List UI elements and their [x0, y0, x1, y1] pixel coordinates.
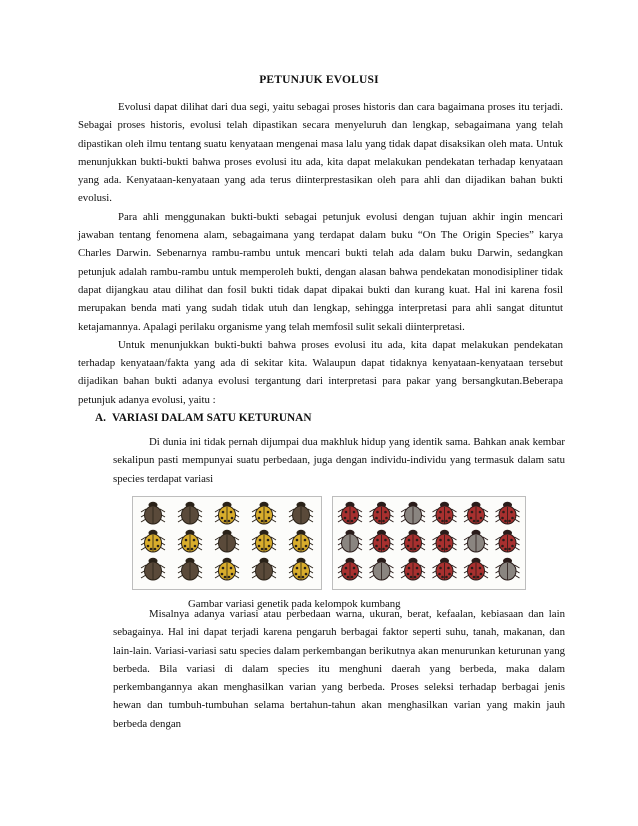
beetle-image-right — [333, 497, 525, 589]
beetle-icon — [401, 530, 425, 552]
paragraph-1: Evolusi dapat dilihat dari dua segi, yaitu sebagai proses historis dan cara bagaimana proses itu terjadi. Sebagai proses historis, evolusi telah dipastikan secara menyeluruh dan lengkap, sebagaimana yang telah dipastikan oleh ilmu tentang suatu kenyataan mengenai masa lalu yang tidak dapat disaksikan oleh mata. Untuk menunjukkan bukti-bukti bahwa proses evolusi itu ada, kita dapat melakukan pendekatan terhadap kenyataan yang ada. Kenyataan-kenyataan yang ada terus diinterprestasikan oleh para ahli dan dijadikan bahan bukti evolusi. — [78, 101, 563, 205]
beetle-icon — [433, 530, 457, 552]
beetle-icon — [141, 558, 165, 580]
beetle-icon — [401, 502, 425, 524]
beetle-icon — [252, 558, 276, 580]
beetle-icon — [370, 530, 394, 552]
beetle-icon — [496, 558, 520, 580]
beetle-icon — [464, 502, 488, 524]
beetle-icon — [464, 558, 488, 580]
beetle-panel-left — [132, 496, 322, 590]
section-letter: A. — [95, 412, 106, 424]
section-intro — [113, 433, 565, 488]
beetle-icon — [289, 530, 313, 552]
section-intro-paragraph: Di dunia ini tidak pernah dijumpai dua makhluk hidup yang identik sama. Bahkan anak kembar sekalipun pasti mempunyai suatu perbedaan, juga dengan individu-individu yang termasuk dalam satu species terdapat variasi — [113, 436, 565, 485]
beetle-icon — [178, 502, 202, 524]
beetle-icon — [141, 502, 165, 524]
beetle-icon — [496, 502, 520, 524]
beetle-image-left — [133, 497, 321, 589]
beetle-icon — [289, 558, 313, 580]
beetle-icon — [338, 502, 362, 524]
section-body — [113, 605, 565, 733]
beetle-panel-right — [332, 496, 526, 590]
section-title: VARIASI DALAM SATU KETURUNAN — [112, 412, 312, 424]
section-heading — [95, 412, 312, 424]
beetle-icon — [215, 558, 239, 580]
beetle-icon — [252, 530, 276, 552]
section-paragraph: Misalnya adanya variasi atau perbedaan warna, ukuran, berat, kefaalan, kebiasaan dan lain sebagainya. Hal ini dapat terjadi karena pengaruh berbagai faktor seperti suhu, tanah, makanan, dan lain-lain. Variasi-variasi satu species dalam perkembangan berikutnya akan menurunkan keturunan yang berbeda. Bila variasi di dalam species itu menghuni daerah yang berbeda, maka dalam perkembangannya akan menghasilkan varian yang berbeda. Proses seleksi terhadap berbagai jenis hewan dan tumbuh-tumbuhan selama bertahun-tahun akan menghasilkan varian yang makin jauh berbeda dengan — [113, 608, 565, 730]
beetle-icon — [464, 530, 488, 552]
beetle-icon — [141, 530, 165, 552]
figure-caption: Gambar variasi genetik pada kelompok kumbang — [188, 598, 401, 610]
beetle-icon — [401, 558, 425, 580]
beetle-icon — [370, 558, 394, 580]
beetle-icon — [370, 502, 394, 524]
beetle-icon — [178, 558, 202, 580]
beetle-icon — [433, 502, 457, 524]
page-title: PETUNJUK EVOLUSI — [259, 74, 379, 86]
beetle-icon — [496, 530, 520, 552]
intro-text — [78, 98, 563, 409]
beetle-icon — [289, 502, 313, 524]
beetle-icon — [178, 530, 202, 552]
beetle-icon — [215, 530, 239, 552]
paragraph-3: Untuk menunjukkan bukti-bukti bahwa proses evolusi itu ada, kita dapat melakukan pendekatan terhadap kenyataan/fakta yang ada di sekitar kita. Walaupun dapat tidaknya kenyataan-kenyataan tersebut dijadikan bahan bukti adanya evolusi tergantung dari interpretasi para pakar yang bersangkutan.Beberapa petunjuk adanya evolusi, yaitu : — [78, 338, 563, 406]
beetle-icon — [433, 558, 457, 580]
beetle-icon — [338, 558, 362, 580]
beetle-figure — [132, 496, 526, 588]
beetle-icon — [215, 502, 239, 524]
beetle-icon — [252, 502, 276, 524]
paragraph-2: Para ahli menggunakan bukti-bukti sebagai petunjuk evolusi dengan tujuan akhir ingin mencari jawaban tentang fenomena alam, sebagaimana yang terdapat dalam buku “On The Origin Species” karya Charles Darwin. Sebenarnya rambu-rambu untuk mencari bukti telah ada dalam buku Darwin, sedangkan petunjuk adalah rambu-rambu untuk memperoleh bukti, dengan alasan bahwa pendekatan monodisipliner tidak dapat dijangkau atau dilihat dan fosil bukti tidak dapat dipakai bukti dan kurang kuat. Hal ini karena fosil merupakan benda mati yang sudah tidak utuh dan lengkap, sehingga interpretasi para ahli sangat dituntut ketajamannya. Apalagi perilaku organisme yang telah memfosil sulit sekali diinterpretasi. — [78, 210, 563, 333]
beetle-icon — [338, 530, 362, 552]
